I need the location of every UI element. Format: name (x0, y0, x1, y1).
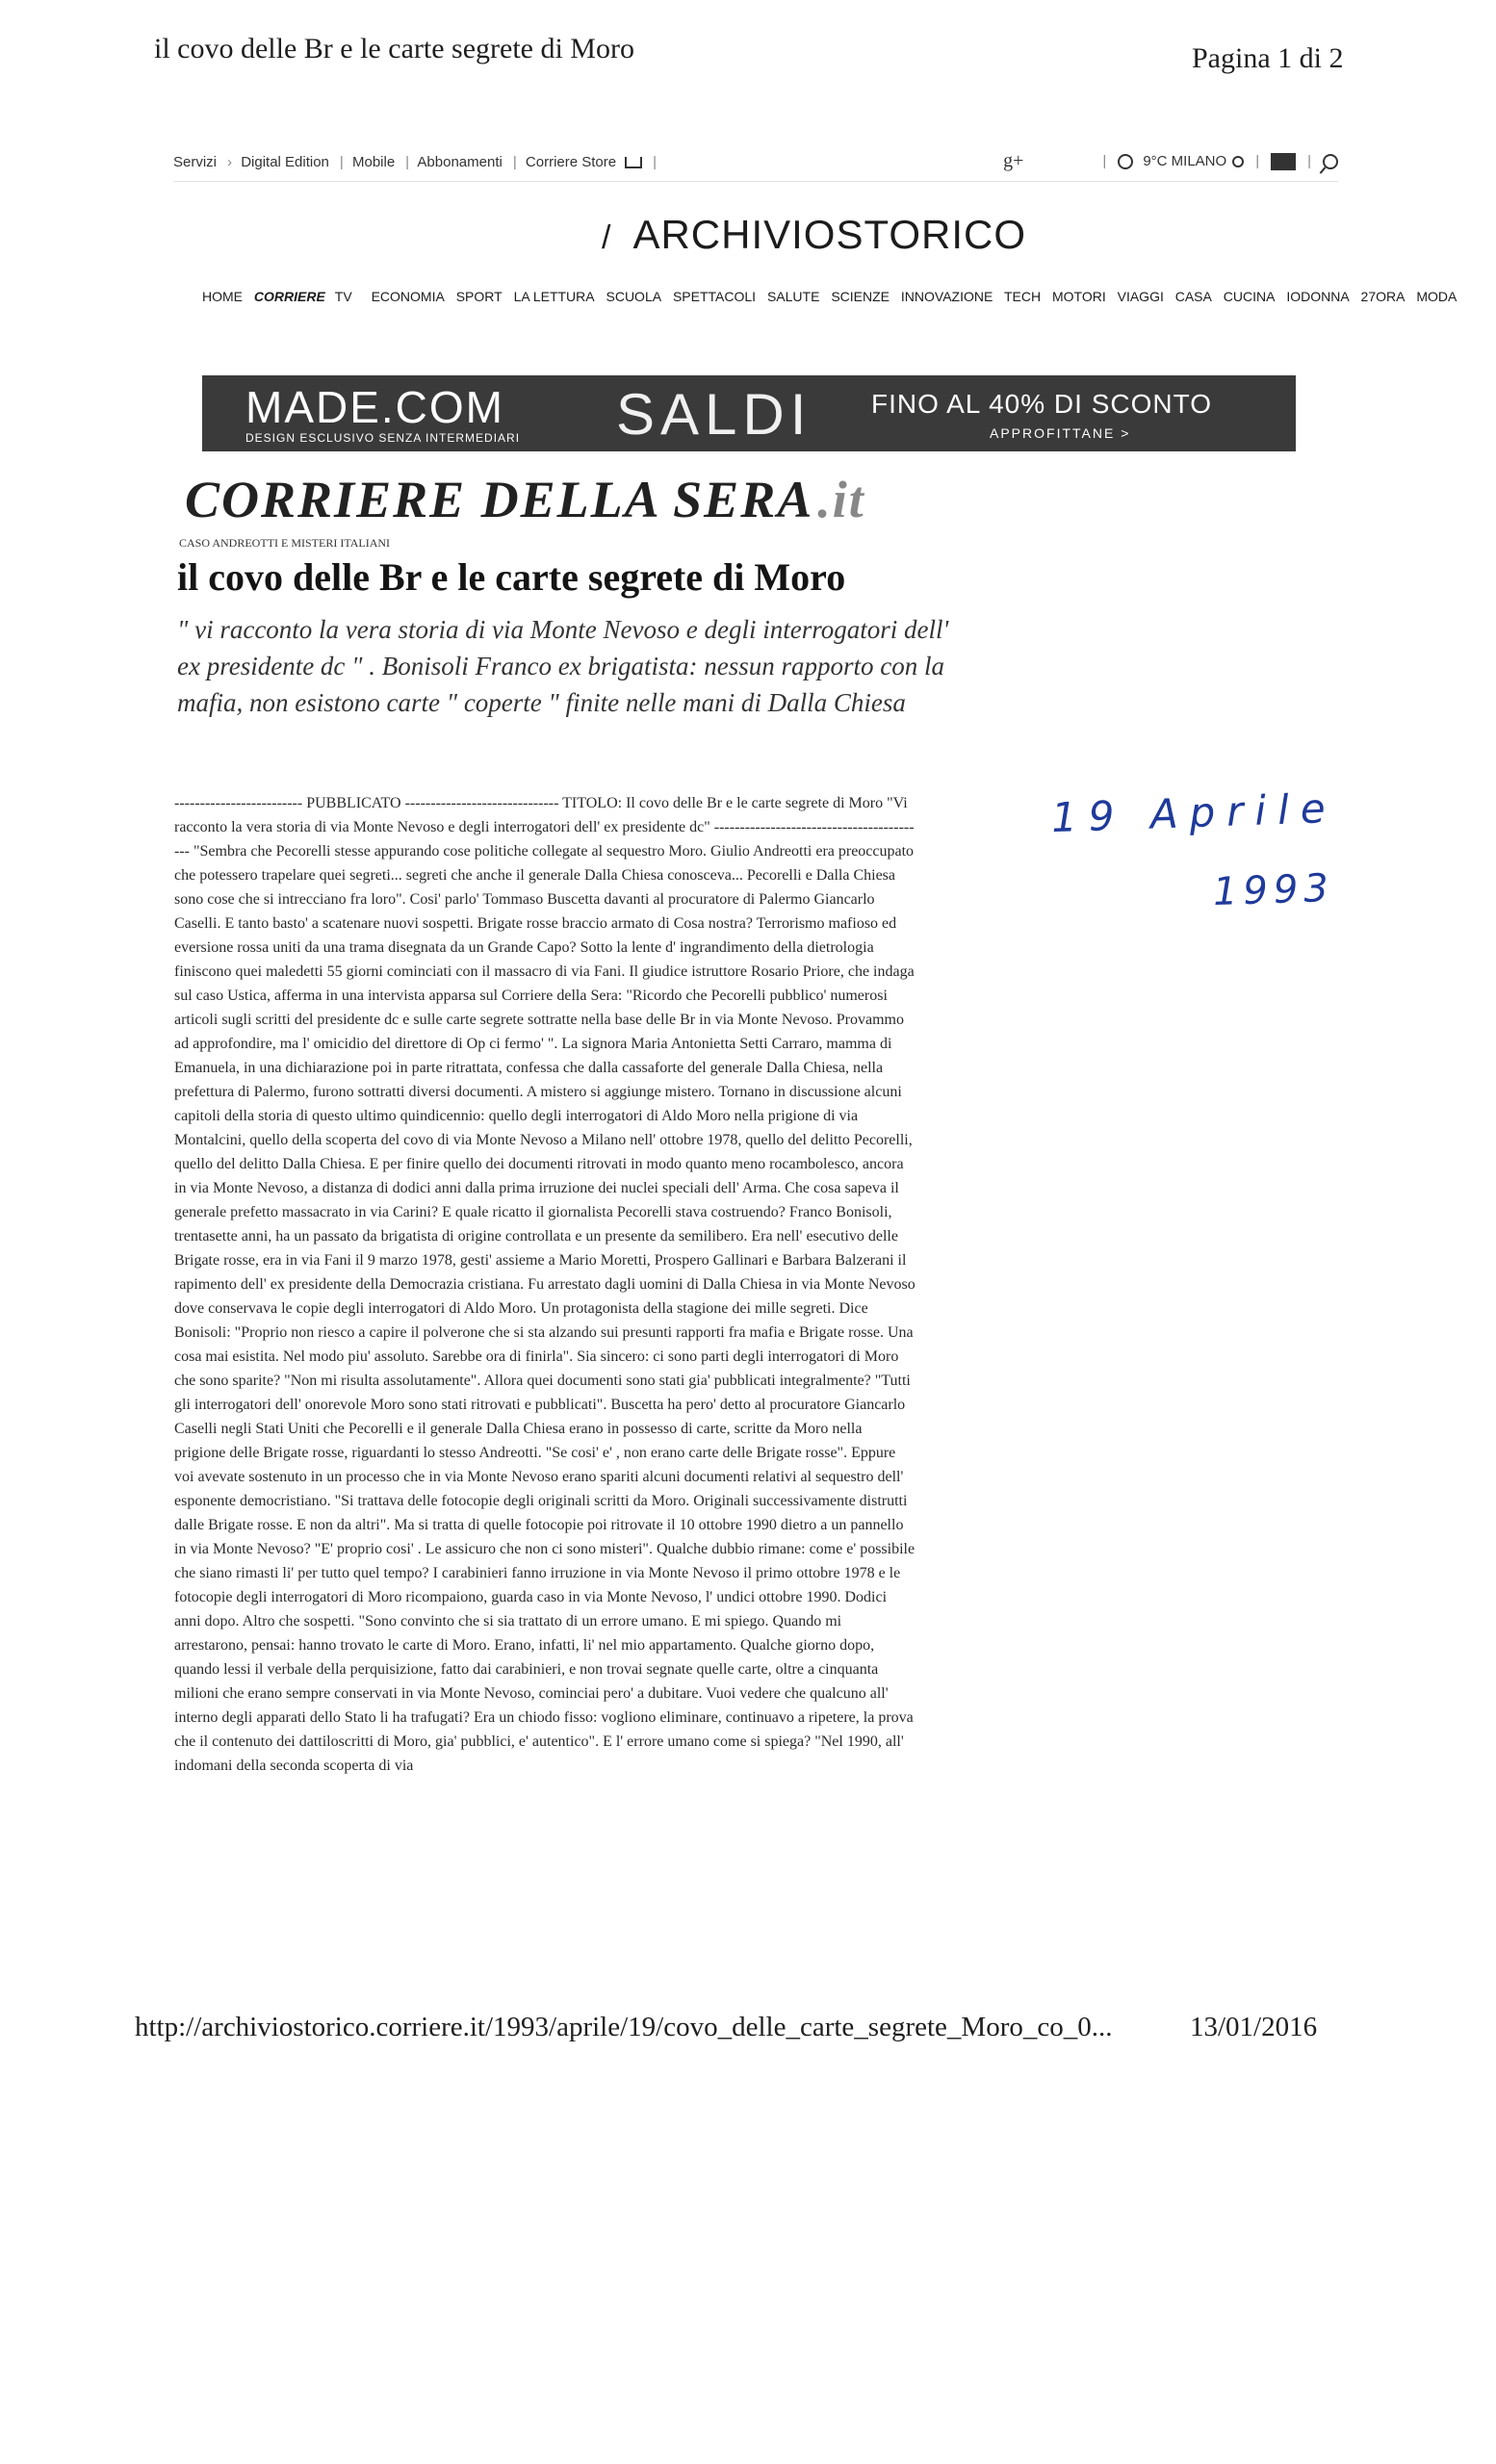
menu-viaggi[interactable]: VIAGGI (1117, 289, 1164, 304)
article-kicker: CASO ANDREOTTI E MISTERI ITALIANI (179, 536, 391, 550)
ad-brand: MADE.COM (245, 382, 504, 432)
menu-motori[interactable]: MOTORI (1051, 289, 1106, 304)
print-footer-date: 13/01/2016 (1190, 2012, 1318, 2042)
ad-cta[interactable]: APPROFITTANE > (990, 425, 1131, 441)
menu-home[interactable]: HOME (202, 289, 243, 304)
menu-la-lettura[interactable]: LA LETTURA (513, 289, 595, 304)
menu-iodonna[interactable]: IODONNA (1286, 289, 1350, 304)
handwritten-date: 19 Aprile (1050, 783, 1338, 842)
menu-innovazione[interactable]: INNOVAZIONE (900, 289, 993, 304)
mail-icon[interactable] (1271, 153, 1296, 170)
nav-mobile[interactable]: Mobile (351, 154, 396, 170)
weather-sun-icon (1118, 154, 1133, 169)
menu-cucina[interactable]: CUCINA (1223, 289, 1276, 304)
article-subhead: " vi racconto la vera storia di via Monte Nevoso e degli interrogatori dell' ex presidente dc " . Bonisoli Franco ex brigatista: nessun rapporto con la mafia, non esistono carte " coperte " finite nelle mani di Dalla Chiesa (177, 615, 949, 717)
menu-spettacoli[interactable]: SPETTACOLI (672, 289, 757, 304)
blank-scan-area (0, 2050, 1496, 2464)
print-page-number: Pagina 1 di 2 (1192, 42, 1344, 74)
chevron-right-icon: › (227, 154, 233, 170)
ad-saldi: SALDI (616, 382, 812, 447)
menu-casa[interactable]: CASA (1174, 289, 1212, 304)
section-title[interactable]: / ARCHIVIOSTORICO (602, 212, 1027, 257)
main-menu (202, 289, 1464, 304)
corriere-logo[interactable]: CORRIERE DELLA SERA.it (185, 471, 865, 528)
menu-salute[interactable]: SALUTE (766, 289, 820, 304)
menu-corriere-tv[interactable]: CORRIERE TV (253, 289, 352, 304)
weather-readout[interactable]: 9°C MILANO (1143, 153, 1227, 169)
cart-icon (625, 157, 642, 168)
article-body: ------------------------- PUBBLICATO ------------------------------ TITOLO: Il covo delle Br e le carte segrete di Moro "Vi racconto la vera storia di via Monte Nevoso e degli interrogatori dell' ex presidente dc" ------------------------------------------ "Sembra che Pecorelli stesse appurando cose politiche collegate al sequestro Moro. Giulio Andreotti era preoccupato che potessero trapelare quei segreti... segreti che anche il generale Dalla Chiesa conosceva... Pecorelli e Dalla Chiesa sono cose che si intrecciano fra loro". Cosi' parlo' Tommaso Buscetta davanti al procuratore di Palermo Giancarlo Caselli. E tanto basto' a scatenare nuovi sospetti. Brigate rosse braccio armato di Cosa nostra? Terrorismo mafioso ed eversione rossa uniti da una trama disegnata da un Grande Capo? Sotto la lente d' ingrandimento della dietrologia finiscono quei maledetti 55 giorni cominciati con il massacro di via Fani. Il giudice istruttore Rosario Priore, che indaga sul caso Ustica, afferma in una intervista apparsa sul Corriere della Sera: "Ricordo che Pecorelli pubblico' numerosi articoli sugli scritti del presidente dc e sulle carte segrete sottratte nella base delle Br in via Monte Nevoso. Provammo ad approfondire, ma l' omicidio del direttore di Op ci fermo' ". La signora Maria Antonietta Setti Carraro, mamma di Emanuela, in una dichiarazione poi in parte ritrattata, confessa che dalla cassaforte del generale Dalla Chiesa, nella prefettura di Palermo, furono sottratti diversi documenti. A mistero si aggiunge mistero. Tornano in discussione alcuni capitoli della storia di questo ultimo quindicennio: quello degli interrogatori di Aldo Moro nella prigione di via Montalcini, quello della scoperta del covo di via Monte Nevoso a Milano nell' ottobre 1978, quello del delitto Pecorelli, quello del delitto Dalla Chiesa. E per finire quello dei documenti ritrovati in modo quanto meno rocambolesco, ancora in via Monte Nevoso, a distanza di dodici anni dalla prima irruzione dei nuclei speciali dell' Arma. Che cosa sapeva il generale prefetto massacrato in via Carini? E quale ricatto il giornalista Pecorelli stava costruendo? Franco Bonisoli, trentasette anni, ha un passato da brigatista di origine controllata e un presente da semilibero. Era nell' esecutivo delle Brigate rosse, era in via Fani il 9 marzo 1978, gesti' assieme a Mario Moretti, Prospero Gallinari e Barbara Balzerani il rapimento dell' ex presidente della Democrazia cristiana. Fu arrestato dagli uomini di Dalla Chiesa in via Monte Nevoso dove conservava le copie degli interrogatori di Aldo Moro. Un protagonista della stagione dei mille segreti. Dice Bonisoli: "Proprio non riesco a capire il polverone che si sta alzando sui presunti rapporti fra mafia e Brigate rosse. Una cosa mai esistita. Nel modo piu' assoluto. Sarebbe ora di finirla". Sia sincero: ci sono parti degli interrogatori di Moro che sono sparite? "Non mi risulta assolutamente". Allora quei documenti sono stati gia' pubblicati integralmente? "Tutti gli interrogatori dell' onorevole Moro sono stati ritrovati e pubblicati". Buscetta ha pero' detto al procuratore Giancarlo Caselli negli Stati Uniti che Pecorelli e il generale Dalla Chiesa erano in possesso di carte, scritte da Moro nella prigione delle Brigate rosse, riguardanti lo stesso Andreotti. "Se cosi' e' , non erano carte delle Brigate rosse". Eppure voi avevate sostenuto in un processo che in via Monte Nevoso erano spariti alcuni documenti relativi al sequestro dell' esponente democristiano. "Si trattava delle fotocopie degli originali scritti da Moro. Originali successivamente distrutti dalle Brigate rosse. E non da altri". Ma si tratta di quelle fotocopie poi ritrovate il 10 ottobre 1990 dietro a un pannello in via Monte Nevoso? "E' proprio cosi' . Le assicuro che non ci sono misteri". Qualche dubbio rimane: come e' possibile che siano rimasti li' per tutto quel tempo? I carabinieri fanno irruzione in via Monte Nevoso il primo ottobre 1978 e le fotocopie degli interrogatori di Moro ricompaiono, guarda caso in via Monte Nevoso, l' undici ottobre 1990. Dodici anni dopo. Altro che sospetti. "Sono convinto che si sia trattato di un errore umano. E mi spiego. Quando mi arrestarono, pensai: hanno trovato le carte di Moro. Erano, infatti, li' nel mio appartamento. Qualche giorno dopo, quando lessi il verbale della perquisizione, fatto dai carabinieri, e non trovai segnate quelle carte, oltre a cinquanta milioni che erano sempre conservati in via Monte Nevoso, cominciai pero' a dubitare. Vuoi vedere che qualcuno all' interno degli apparati dello Stato li ha trafugati? Era un chiodo fisso: vogliono eliminare, continuavo a ripetere, la prova che il contenuto dei dattiloscritti di Moro, gia' pubblici, e' autentico". E l' errore umano come si spiega? "Nel 1990, all' indomani della seconda scoperta di via (174, 795, 916, 1774)
nav-abbonamenti[interactable]: Abbonamenti (417, 154, 503, 170)
google-plus-icon[interactable]: g+ (1003, 150, 1024, 171)
ad-banner[interactable] (202, 375, 1296, 451)
ad-brand-sub: DESIGN ESCLUSIVO SENZA INTERMEDIARI (245, 431, 521, 445)
nav-corriere-store[interactable]: Corriere Store (525, 154, 617, 170)
nav-servizi[interactable]: Servizi (173, 154, 218, 170)
print-header-title: il covo delle Br e le carte segrete di Moro (154, 33, 634, 64)
nav-digital-edition[interactable]: Digital Edition (241, 154, 329, 170)
menu-27ora[interactable]: 27ORA (1360, 289, 1406, 304)
menu-economia[interactable]: ECONOMIA (371, 289, 445, 304)
search-icon[interactable] (1323, 154, 1338, 169)
menu-tech[interactable]: TECH (1003, 289, 1042, 304)
location-icon[interactable] (1232, 156, 1244, 167)
ad-promo: FINO AL 40% DI SCONTO (871, 389, 1212, 419)
menu-scuola[interactable]: SCUOLA (606, 289, 662, 304)
print-footer-url: http://archiviostorico.corriere.it/1993/aprile/19/covo_delle_carte_segrete_Moro_co_0... (135, 2012, 1113, 2042)
top-nav: Servizi › Digital Edition | Mobile | Abbonamenti | Corriere Store | g+ | 9°C MILANO | | (173, 150, 1338, 182)
menu-sport[interactable]: SPORT (455, 289, 503, 304)
handwritten-year: 1993 (1212, 865, 1335, 915)
menu-scienze[interactable]: SCIENZE (831, 289, 890, 304)
menu-moda[interactable]: MODA (1416, 289, 1457, 304)
article-headline: il covo delle Br e le carte segrete di Moro (177, 555, 846, 599)
